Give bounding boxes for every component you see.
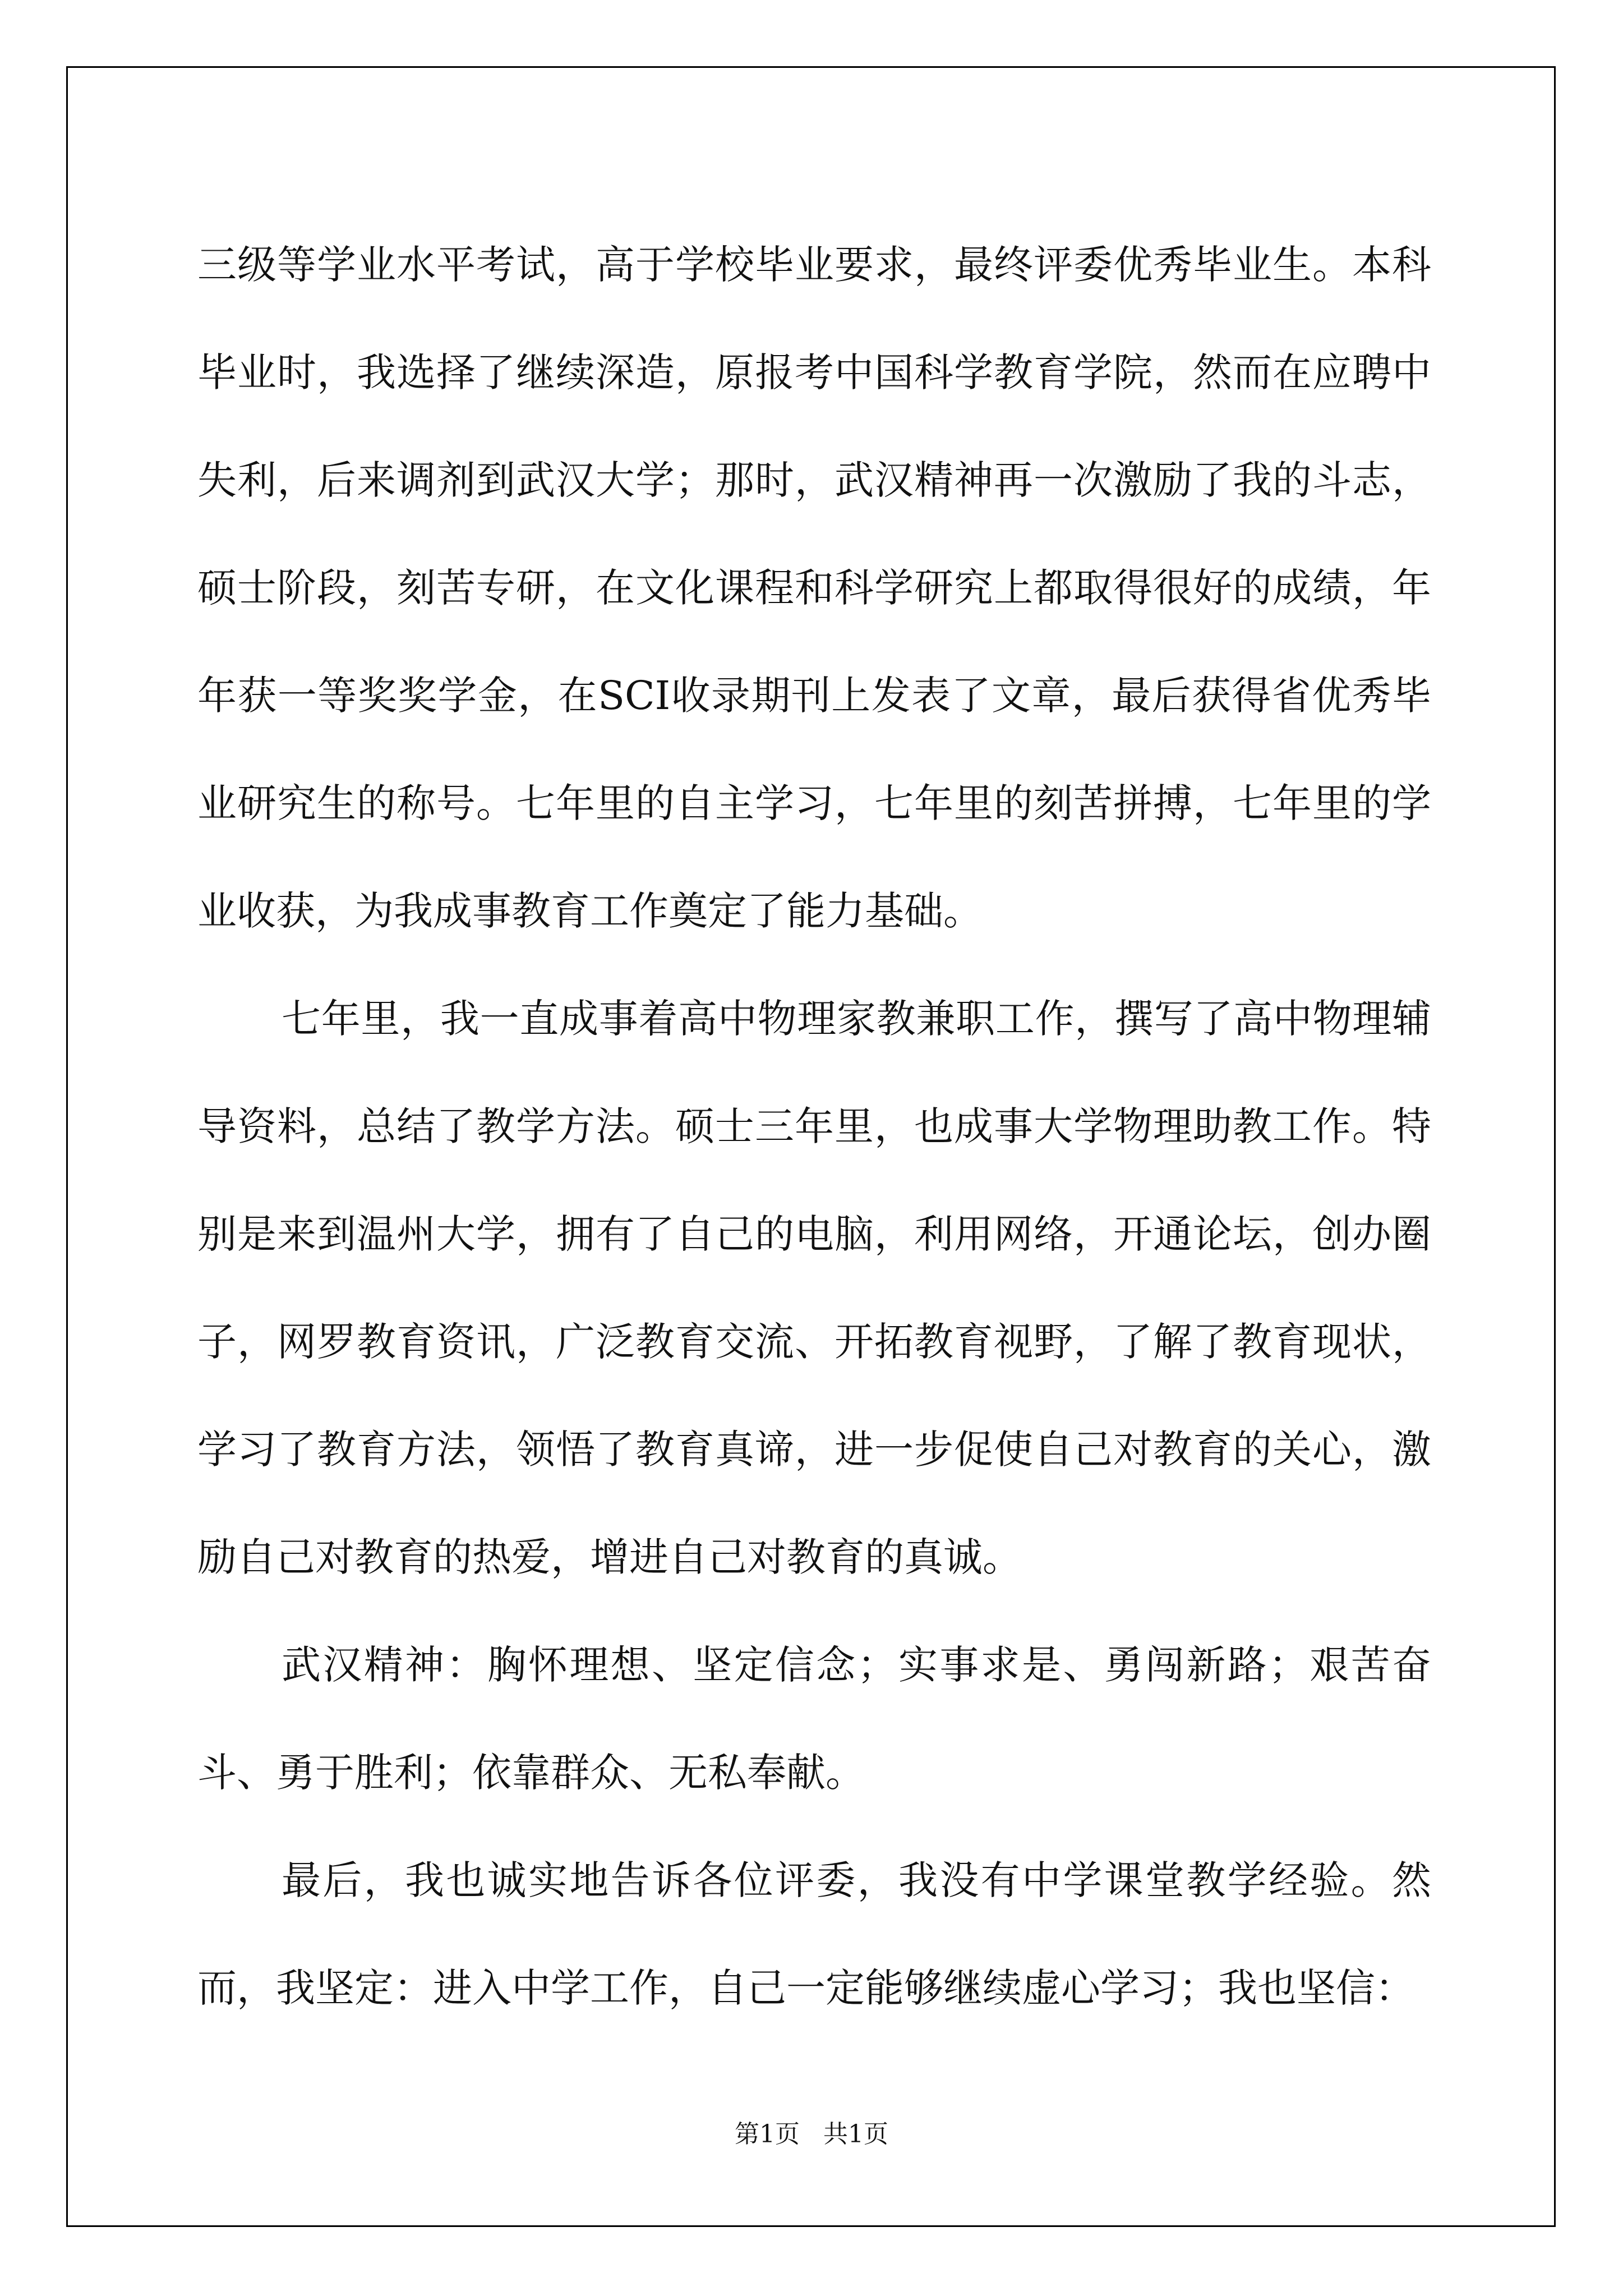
document-body — [197, 211, 1431, 2042]
paragraph-4: 最后，我也诚实地告诉各位评委，我没有中学课堂教学经验。然而，我坚定：进入中学工作，自己一定能够继续虚心学习；我也坚信： — [197, 1857, 1431, 2011]
page-footer — [0, 2114, 1623, 2150]
paragraph-3: 武汉精神：胸怀理想、坚定信念；实事求是、勇闯新路；艰苦奋斗、勇于胜利；依靠群众、无私奉献。 — [197, 1642, 1431, 1796]
page-number-current: 第1页 — [735, 2120, 800, 2148]
page-number-total: 共1页 — [823, 2120, 888, 2148]
paragraph-2: 七年里，我一直成事着高中物理家教兼职工作，撰写了高中物理辅导资料，总结了教学方法。硕士三年里，也成事大学物理助教工作。特别是来到温州大学，拥有了自己的电脑，利用网络，开通论坛，创办圈子，网罗教育资讯，广泛教育交流、开拓教育视野，了解了教育现状，学习了教育方法，领悟了教育真谛，进一步促使自己对教育的关心，激励自己对教育的热爱，增进自己对教育的真诚。 — [197, 996, 1431, 1580]
paragraph-1: 三级等学业水平考试，高于学校毕业要求，最终评委优秀毕业生。本科毕业时，我选择了继续深造，原报考中国科学教育学院，然而在应聘中失利，后来调剂到武汉大学；那时，武汉精神再一次激励了我的斗志，硕士阶段，刻苦专研，在文化课程和科学研究上都取得很好的成绩，年年获一等奖奖学金，在SCI收录期刊上发表了文章，最后获得省优秀毕业研究生的称号。七年里的自主学习，七年里的刻苦拼搏，七年里的学业收获，为我成事教育工作奠定了能力基础。 — [197, 242, 1431, 934]
